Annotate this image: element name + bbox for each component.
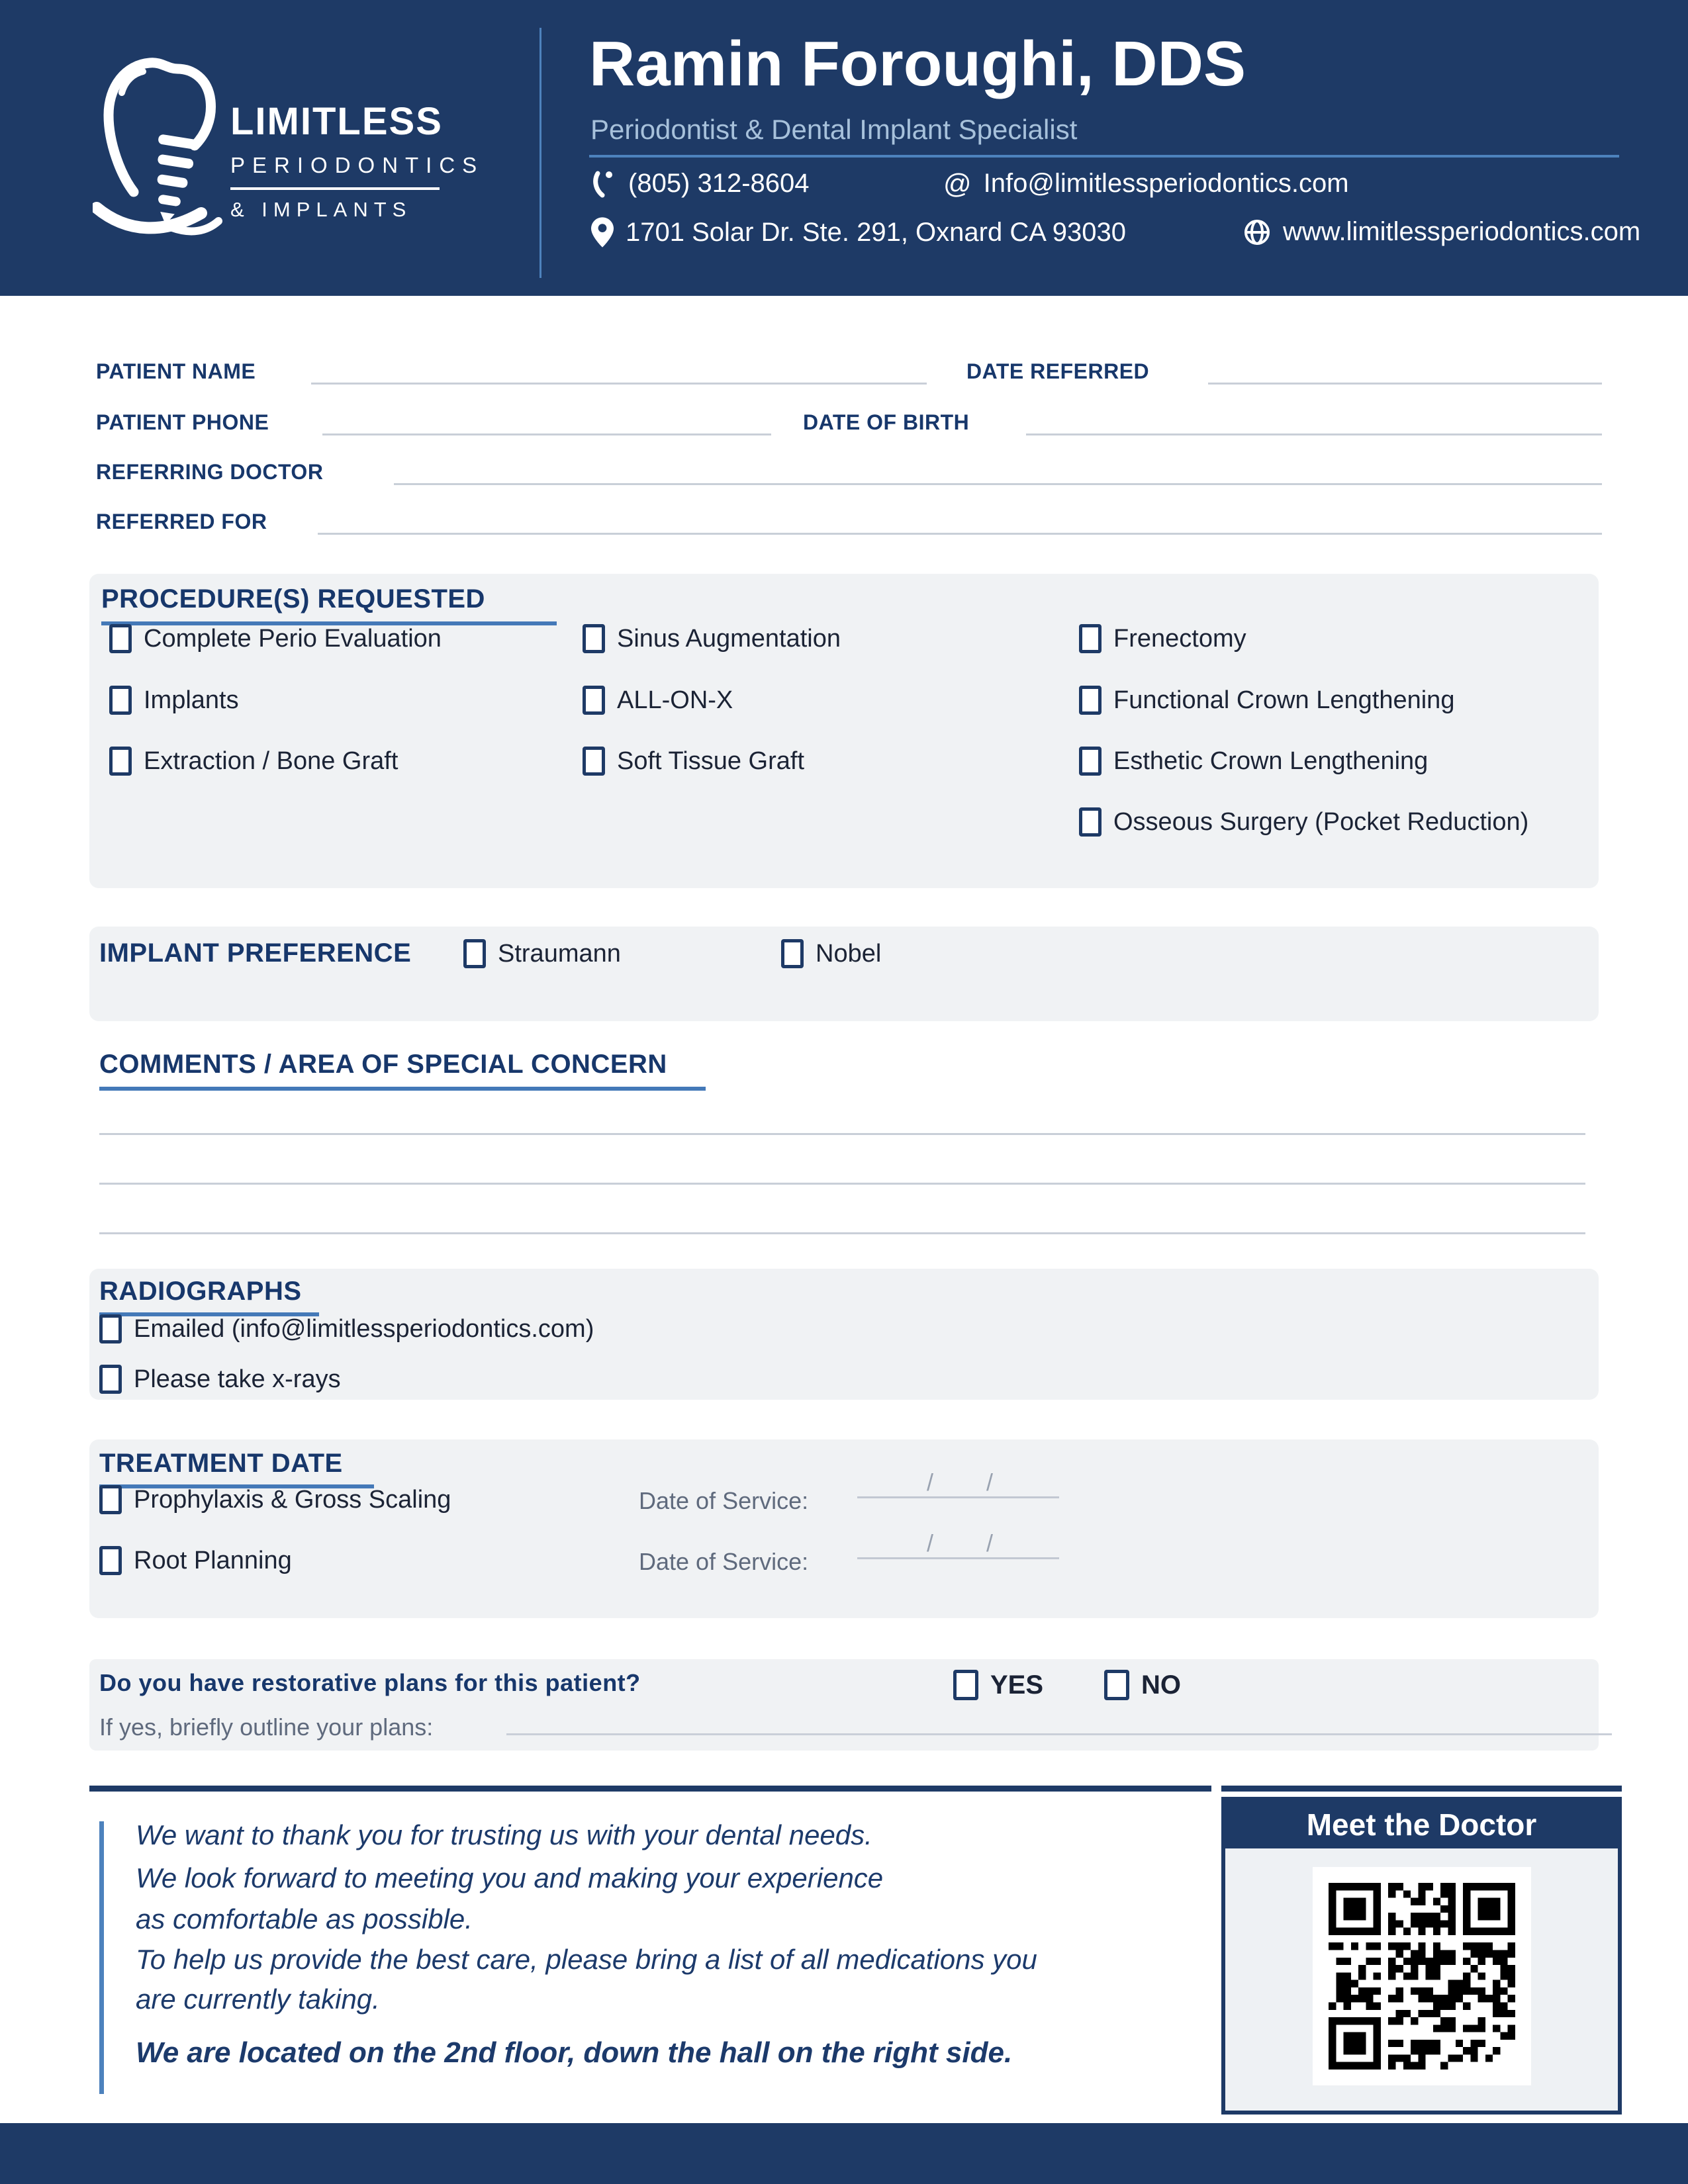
option-label: Implants (144, 686, 239, 714)
patient-phone-label: PATIENT PHONE (96, 410, 269, 434)
phone-number: (805) 312-8604 (628, 169, 810, 198)
date-of-service-input-1[interactable] (857, 1467, 1059, 1498)
location-pin-icon (591, 217, 614, 248)
header-divider (539, 28, 541, 278)
date-slash: / (927, 1529, 934, 1557)
comments-line-2[interactable] (99, 1183, 1585, 1185)
option-complete-perio-evaluation (109, 621, 442, 657)
date-slash: / (927, 1469, 934, 1496)
date-referred-input-line[interactable] (1208, 383, 1602, 385)
referred-for-input-line[interactable] (318, 533, 1602, 535)
meet-the-doctor-box (1221, 1797, 1622, 2115)
checkbox-root-planning[interactable] (99, 1546, 122, 1575)
footer-line-2: We look forward to meeting you and making your experience (136, 1862, 884, 1893)
option-label: ALL-ON-X (617, 686, 733, 714)
at-icon: @ (943, 167, 972, 199)
comments-line-3[interactable] (99, 1232, 1585, 1234)
implant-preference-title: IMPLANT PREFERENCE (99, 938, 412, 968)
option-extraction-bone-graft (109, 743, 398, 779)
radiographs-title: RADIOGRAPHS (99, 1277, 302, 1306)
option-label: Soft Tissue Graft (617, 747, 804, 775)
checkbox-all-on-x[interactable] (583, 686, 605, 715)
logo-line3: & IMPLANTS (230, 198, 412, 221)
logo-line2: PERIODONTICS (230, 153, 485, 177)
tooth-implant-icon (93, 52, 225, 244)
option-functional-crown-lengthening (1079, 682, 1454, 718)
checkbox-esthetic-crown-lengthening[interactable] (1079, 747, 1102, 776)
option-label: Frenectomy (1113, 624, 1246, 653)
treatment-date-panel (89, 1439, 1599, 1618)
option-label: Please take x-rays (134, 1365, 341, 1393)
option-label: Emailed (info@limitlessperiodontics.com) (134, 1314, 594, 1343)
yes-label: YES (990, 1670, 1044, 1700)
bottom-accent-bar (0, 2123, 1688, 2184)
option-prophylaxis-gross-scaling (99, 1482, 451, 1518)
option-restorative-yes (953, 1667, 1043, 1703)
doctor-name: Ramin Foroughi, DDS (589, 28, 1246, 99)
email-row (943, 169, 1349, 199)
checkbox-emailed[interactable] (99, 1314, 122, 1343)
checkbox-soft-tissue-graft[interactable] (583, 747, 605, 776)
meet-the-doctor-title: Meet the Doctor (1225, 1801, 1618, 1848)
checkbox-osseous-surgery[interactable] (1079, 807, 1102, 837)
date-slash: / (986, 1469, 994, 1496)
option-sinus-augmentation (583, 621, 841, 657)
checkbox-straumann[interactable] (463, 939, 486, 968)
checkbox-yes[interactable] (953, 1670, 978, 1700)
option-label: Straumann (498, 939, 621, 968)
logo-rule (230, 187, 440, 190)
footer-line-1: We want to thank you for trusting us with your dental needs. (136, 1819, 872, 1850)
website-row (1243, 217, 1640, 247)
checkbox-nobel[interactable] (781, 939, 804, 968)
phone-row (591, 169, 810, 199)
qr-code (1313, 1867, 1531, 2085)
procedures-title: PROCEDURE(S) REQUESTED (101, 584, 485, 614)
comments-line-1[interactable] (99, 1133, 1585, 1135)
option-root-planning (99, 1543, 292, 1578)
patient-name-input-line[interactable] (311, 383, 927, 385)
option-label: Functional Crown Lengthening (1113, 686, 1455, 714)
footer-divider-left (89, 1786, 1211, 1792)
address-row (591, 217, 1126, 248)
no-label: NO (1141, 1670, 1181, 1700)
footer-line-5: are currently taking. (136, 1983, 380, 2015)
subtitle-rule (589, 155, 1619, 158)
treatment-date-title: TREATMENT DATE (99, 1449, 343, 1478)
checkbox-complete-perio-evaluation[interactable] (109, 624, 132, 653)
globe-icon (1243, 218, 1271, 246)
patient-name-label: PATIENT NAME (96, 359, 256, 383)
restorative-panel (89, 1659, 1599, 1751)
date-of-service-input-2[interactable] (857, 1528, 1059, 1559)
outline-plans-label: If yes, briefly outline your plans: (99, 1713, 434, 1741)
option-label: Nobel (816, 939, 882, 968)
option-please-take-xrays (99, 1361, 341, 1397)
option-emailed (99, 1311, 594, 1347)
phone-icon (591, 169, 616, 199)
website-url: www.limitlessperiodontics.com (1283, 217, 1641, 246)
footer-line-4: To help us provide the best care, please bring a list of all medications you (136, 1944, 1037, 1975)
checkbox-sinus-augmentation[interactable] (583, 624, 605, 653)
outline-plans-input-line[interactable] (506, 1733, 1612, 1735)
option-label: Root Planning (134, 1546, 292, 1574)
checkbox-functional-crown-lengthening[interactable] (1079, 686, 1102, 715)
footer-line-3: as comfortable as possible. (136, 1903, 473, 1934)
option-frenectomy (1079, 621, 1246, 657)
procedures-panel (89, 574, 1599, 888)
comments-title-rule (99, 1087, 706, 1091)
referred-for-label: REFERRED FOR (96, 510, 267, 533)
logo-line1: LIMITLESS (230, 100, 443, 143)
footer-accent-bar (99, 1821, 104, 2094)
street-address: 1701 Solar Dr. Ste. 291, Oxnard CA 93030 (626, 217, 1127, 247)
referring-doctor-label: REFERRING DOCTOR (96, 460, 324, 484)
email-address: Info@limitlessperiodontics.com (983, 169, 1349, 198)
implant-preference-panel (89, 927, 1599, 1021)
date-of-service-label-2: Date of Service: (639, 1548, 809, 1575)
patient-phone-input-line[interactable] (322, 433, 771, 435)
option-all-on-x (583, 682, 733, 718)
option-label: Prophylaxis & Gross Scaling (134, 1485, 451, 1514)
logo-wordmark (230, 99, 484, 222)
checkbox-implants[interactable] (109, 686, 132, 715)
date-slash: / (986, 1529, 994, 1557)
date-referred-label: DATE REFERRED (966, 359, 1150, 383)
option-label: Esthetic Crown Lengthening (1113, 747, 1429, 775)
option-esthetic-crown-lengthening (1079, 743, 1428, 779)
checkbox-prophylaxis-gross-scaling[interactable] (99, 1485, 122, 1514)
footer-divider-right (1221, 1786, 1622, 1792)
date-of-birth-label: DATE OF BIRTH (803, 410, 970, 434)
checkbox-frenectomy[interactable] (1079, 624, 1102, 653)
checkbox-no[interactable] (1104, 1670, 1129, 1700)
option-label: Extraction / Bone Graft (144, 747, 399, 775)
option-implants (109, 682, 239, 718)
comments-title: COMMENTS / AREA OF SPECIAL CONCERN (99, 1050, 667, 1079)
option-soft-tissue-graft (583, 743, 804, 779)
header (0, 0, 1688, 296)
referring-doctor-input-line[interactable] (394, 483, 1602, 485)
checkbox-extraction-bone-graft[interactable] (109, 747, 132, 776)
radiographs-panel (89, 1269, 1599, 1400)
date-of-service-label-1: Date of Service: (639, 1487, 809, 1514)
date-of-birth-input-line[interactable] (1026, 433, 1602, 435)
doctor-subtitle: Periodontist & Dental Implant Specialist (590, 114, 1078, 145)
option-straumann (463, 936, 621, 972)
option-osseous-surgery (1079, 804, 1528, 840)
option-nobel (781, 936, 881, 972)
option-label: Complete Perio Evaluation (144, 624, 442, 653)
footer-location-line: We are located on the 2nd floor, down the hall on the right side. (136, 2036, 1013, 2069)
restorative-question: Do you have restorative plans for this patient? (99, 1669, 641, 1696)
option-restorative-no (1104, 1667, 1181, 1703)
checkbox-please-take-xrays[interactable] (99, 1365, 122, 1394)
option-label: Osseous Surgery (Pocket Reduction) (1113, 807, 1529, 836)
option-label: Sinus Augmentation (617, 624, 841, 653)
